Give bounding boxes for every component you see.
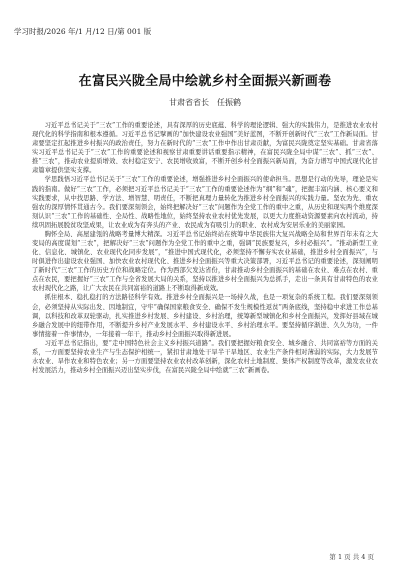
article-byline: 甘肃省省长 任振鹤: [169, 98, 241, 107]
paragraph: 抓住根本、稳扎稳打的方法路径科学有效。推进乡村全面振兴是一场持久战，也是一项复杂的系统工程。我们要深刻领会，必须坚持从实际出发、因地制宜，守牢“确保国家粮食安全、确保不发生规模性返贫”两条底线，坚持稳中求进工作总基调，以科技和改革双轮驱动，扎实推进乡村发展、乡村建设、乡村治理，统筹新型城镇化和乡村全面振兴，发挥好县域在城乡融合发展中的纽带作用，不断提升乡村产业发展水平、乡村建设水平、乡村治理水平。要坚持循序渐进、久久为功，一件事情接着一件事情办，一年接着一年干，推动乡村全面振兴取得新进展。: [32, 294, 378, 338]
paragraph: 学思践悟习近平总书记关于“三农”工作的重要论述，增强推进乡村全面振兴的使命担当。思想是行动的先导，理论是实践的指南。做好“三农”工作，必须把习近平总书记关于“三农”工作的重要论述作为“纲”和“魂”，把握丰富内涵、核心要义和实践要求，从中找思路、学方法、增智慧、明责任，不断把真理力量转化为推进乡村全面振兴的实践力量。坚农为先、重农强农的深厚情怀贯通古今。我们要深刻领会，始终把解决好“三农”问题作为全党工作的重中之重，从历史和现实两个维度深刻认识“三农”工作的基础性、全局性、战略性地位，始终坚持农业农村优先发展，以更大力度推动资源要素向农村流动，持续巩固拓展脱贫攻坚成果，让农业成为有奔头的产业、农民成为有吸引力的职业、农村成为安居乐业的美丽家园。: [32, 176, 378, 229]
paragraph: 胸怀全局、高屋建瓴的战略考量博大精深。习近平总书记始终站在统筹中华民族伟大复兴战略全局和世界百年未有之大变局的高度谋划“三农”，把解决好“三农”问题作为全党工作的重中之重，强调“民族要复兴，乡村必振兴”。“推动新型工业化、信息化、城镇化、农业现代化同步发展”，“推进中国式现代化，必须坚持不懈夯实农业基础，推进乡村全面振兴”，与时俱进作出建设农业强国、加快农业农村现代化、推进乡村全面振兴等重大决策部署，习近平总书记的重要论述，深刻阐明了新时代“三农”工作的历史方位和战略定位。作为西部欠发达省份，甘肃推动乡村全面振兴的基础在农业、难点在农村、重点在农民，要把握好“三农”工作与全省发展大局的关系，坚持以推进乡村全面振兴为总抓手，走出一条具有甘肃特色的农业农村现代化之路，让广大农民在共同富裕的道路上不断取得新成效。: [32, 230, 378, 293]
paragraph: 习近平总书记指出，要“走中国特色社会主义乡村振兴道路”。我们要把握好粮食安全、城乡融合、共同富裕等方面的关系，一方面要坚持农业生产与生态保护相统一，紧扣甘肃地处干旱半干旱地区、农业生产条件相对薄弱的实际，大力发展节水农业、旱作农业和特色农业；另一方面要坚持农业农村改革创新，深化农村土地制度、集体产权制度等改革，激发农业农村发展活力，推动乡村全面振兴迈出坚实步伐，在富民兴陇全局中绘就“三农”新画卷。: [32, 339, 378, 375]
page-number: 第 1 页 共 4 页: [329, 553, 374, 561]
article-title: 在富民兴陇全局中绘就乡村全面振兴新画卷: [78, 74, 332, 89]
article-body: [32, 121, 378, 375]
paragraph: 习近平总书记关于“三农”工作的重要论述，具有深厚的历史底蕴、科学的理论逻辑、强大的实践伟力，是推进农业农村现代化的科学指南和根本遵循。习近平总书记擘画的“加快建设农业强国”美好蓝图，不断开创新时代“三农”工作新局面。甘肃要坚定扛起推进乡村振兴的政治责任，努力在新时代的“三农”工作中作出甘肃贡献，为富民兴陇奠定坚实基础。甘肃省落实习近平总书记关于“三农”工作的重要论述和视察甘肃重要讲话重要指示精神，在富民兴陇全局中谋“三农”、抓“三农”、推“三农”，推动农业提质增效、农村稳定安宁、农民增收致富，不断开创乡村全面振兴新局面，为奋力谱写中国式现代化甘肃篇章提供坚实支撑。: [32, 122, 378, 175]
issue-header: 学习时报/2026 年/1 月/12 日/第 001 版: [14, 27, 152, 36]
